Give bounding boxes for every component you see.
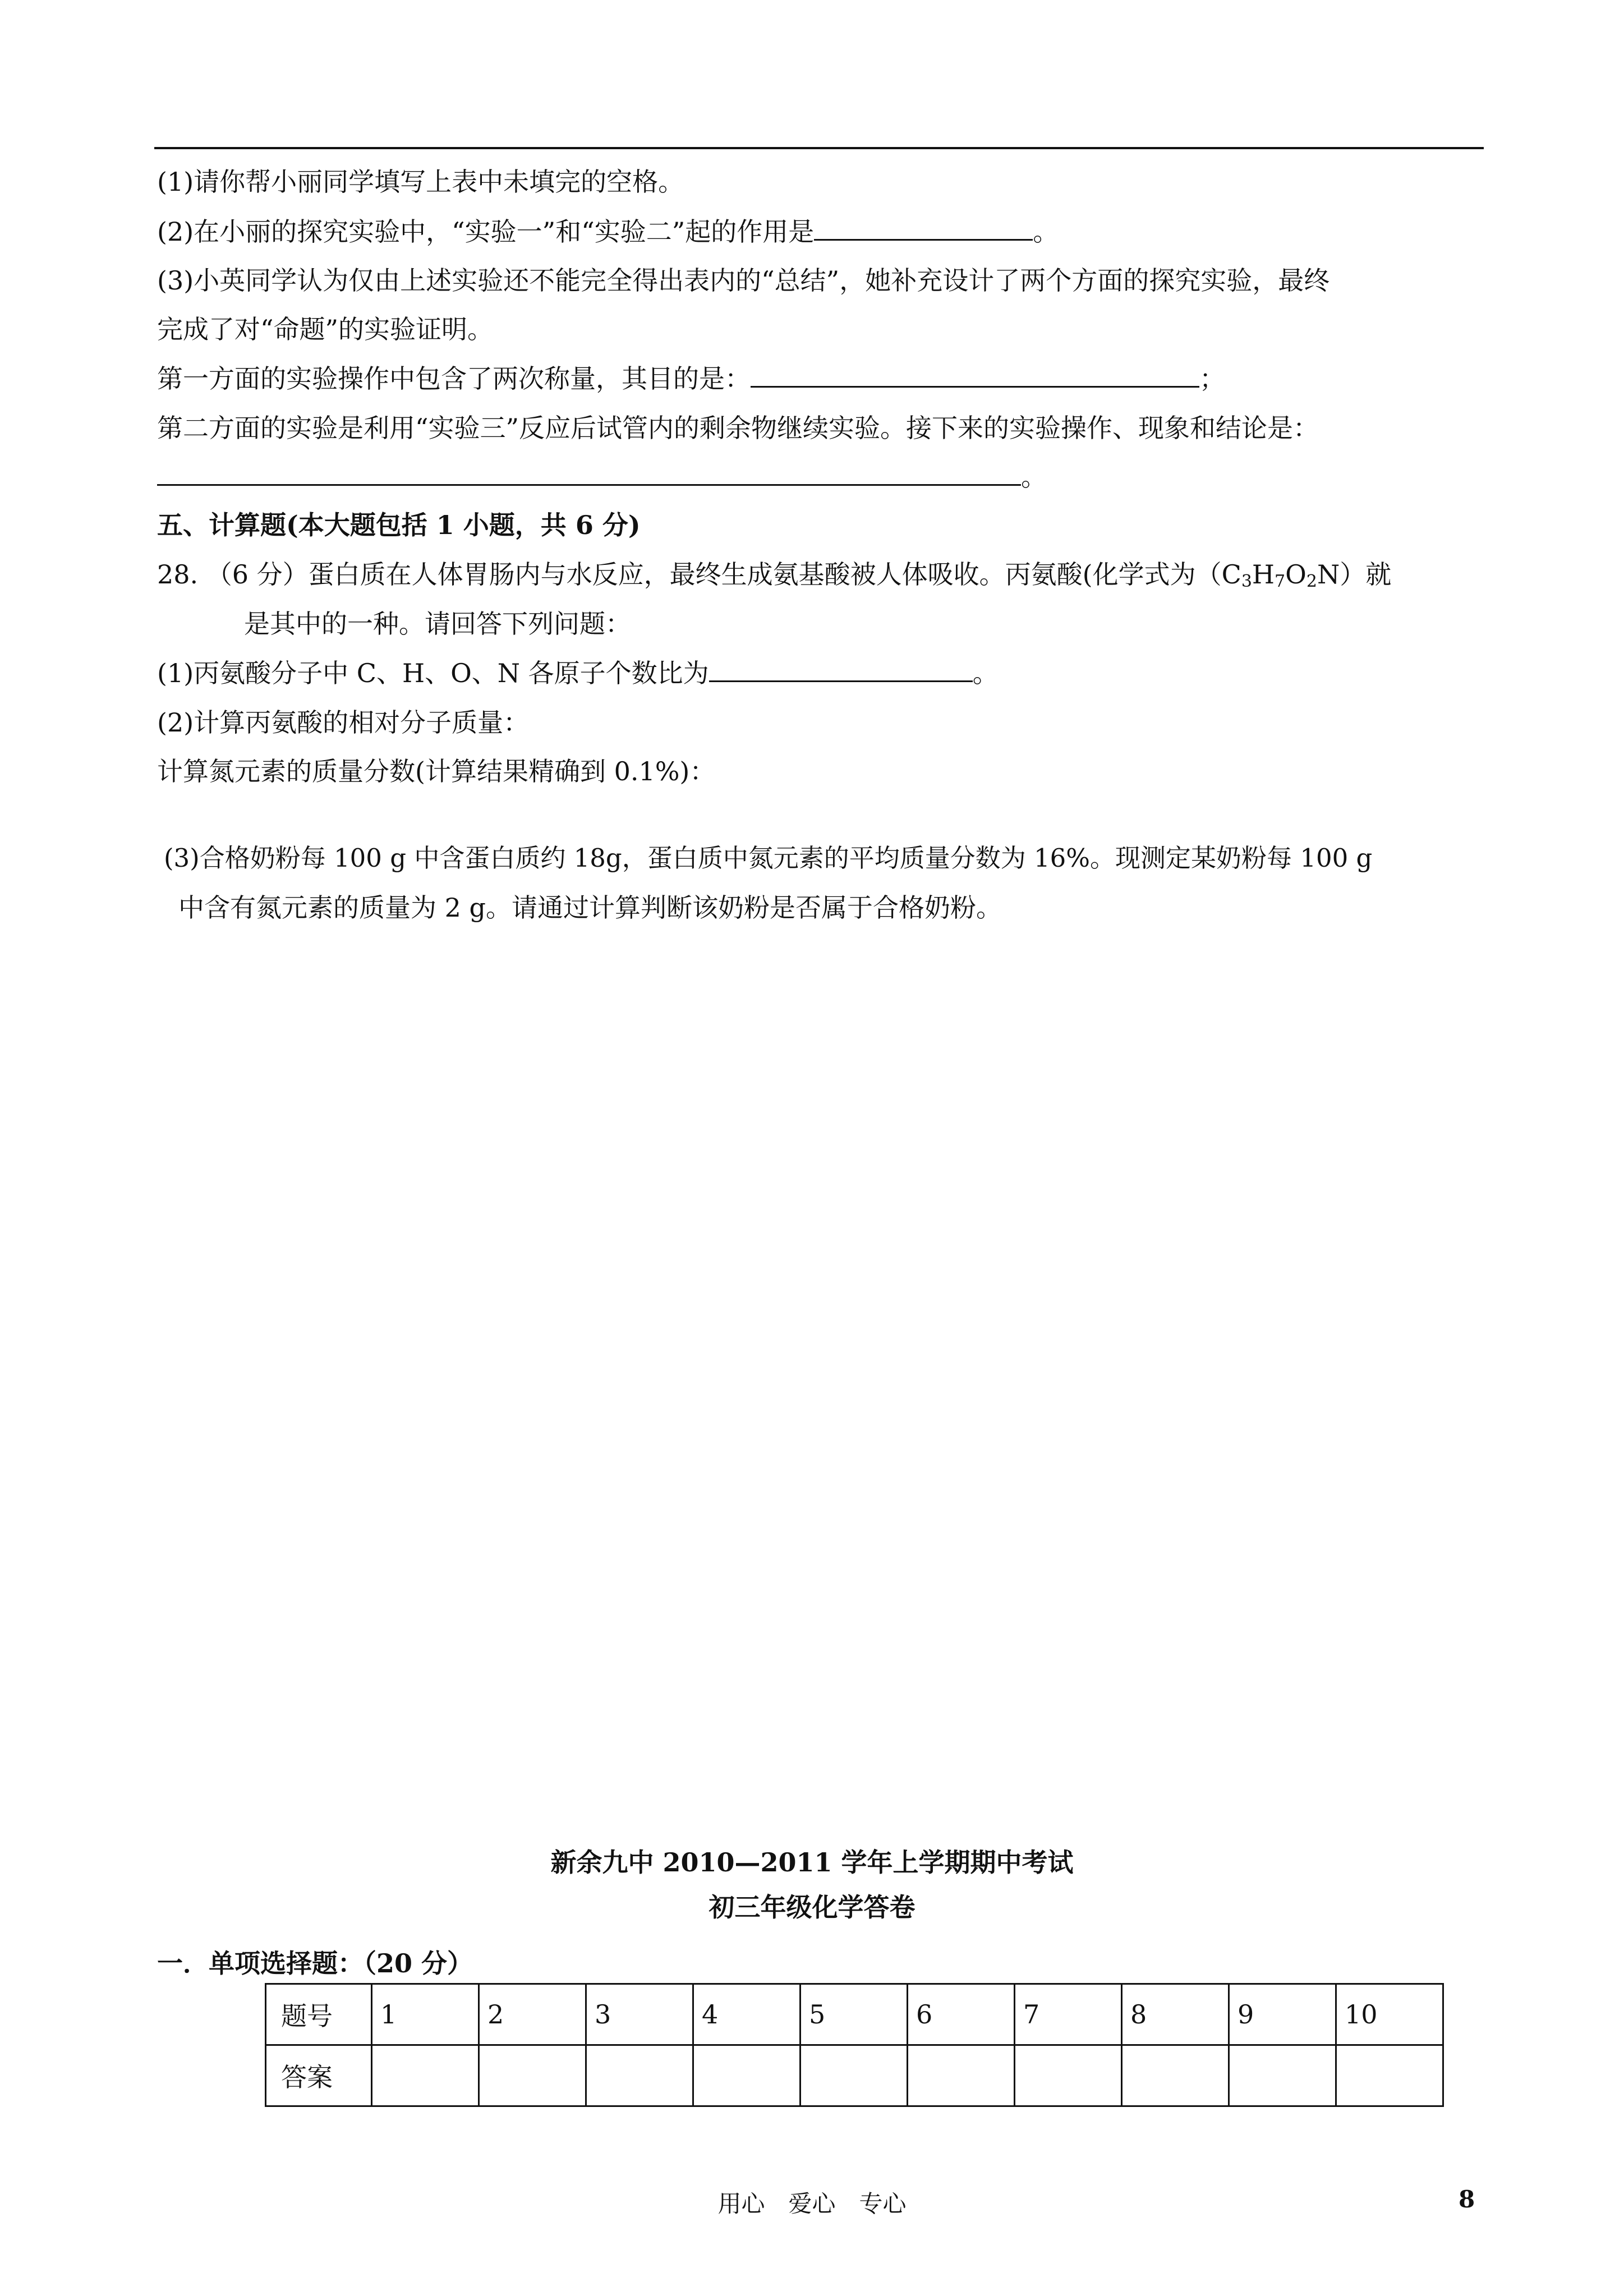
q27-part2 xyxy=(157,215,1059,249)
q28-part1-end: 。 xyxy=(972,658,999,688)
formula-n: N）就 xyxy=(1317,559,1392,590)
formula-sub-c: 3 xyxy=(1241,572,1252,591)
q28-part3-line1: (3)合格奶粉每 100 g 中含蛋白质约 18g，蛋白质中氮元素的平均质量分数为 16%。现测定某奶粉每 100 g xyxy=(164,843,1373,873)
answer-cell[interactable] xyxy=(479,2045,586,2106)
q27-aspect2: 第二方面的实验是利用“实验三”反应后试管内的剩余物继续实验。接下来的实验操作、现象和结论是： xyxy=(157,413,1319,443)
q27-aspect2-blank[interactable] xyxy=(157,462,1021,486)
footer-motto: 用心 爱心 专心 xyxy=(717,2190,907,2217)
q27-aspect1-end: ； xyxy=(1199,364,1225,394)
q28-intro-line2: 是其中的一种。请回答下列问题： xyxy=(244,609,631,639)
q28-intro-line1 xyxy=(157,558,1391,599)
question-number: 5 xyxy=(801,1984,908,2045)
section1-heading: 一．单项选择题：（20 分） xyxy=(157,1948,473,1978)
q28-part3-line2: 中含有氮元素的质量为 2 g。请通过计算判断该奶粉是否属于合格奶粉。 xyxy=(178,892,1002,923)
q27-part2-blank[interactable] xyxy=(814,217,1033,241)
q28-part1 xyxy=(157,656,999,690)
q27-aspect2-answer xyxy=(157,460,1047,494)
question-number: 1 xyxy=(372,1984,479,2045)
formula-sub-h: 7 xyxy=(1275,572,1286,591)
q27-part3-line1: (3)小英同学认为仅由上述实验还不能完全得出表内的“总结”，她补充设计了两个方面的探究实验，最终 xyxy=(157,265,1330,296)
row-header-number: 题号 xyxy=(266,1984,372,2045)
q28-part1-text: (1)丙氨酸分子中 C、H、O、N 各原子个数比为 xyxy=(157,658,709,688)
q27-part1: (1)请你帮小丽同学填写上表中未填完的空格。 xyxy=(157,167,684,197)
q27-part2-end: 。 xyxy=(1033,217,1059,247)
question-number: 6 xyxy=(908,1984,1015,2045)
answer-cell[interactable] xyxy=(1229,2045,1336,2106)
question-number: 7 xyxy=(1015,1984,1122,2045)
page-number: 8 xyxy=(1459,2185,1475,2213)
formula-sub-o: 2 xyxy=(1306,572,1317,591)
formula-h: H xyxy=(1252,559,1275,590)
q28-part1-blank[interactable] xyxy=(709,658,973,682)
q27-aspect2-end: 。 xyxy=(1021,462,1047,492)
answer-cell[interactable] xyxy=(1015,2045,1122,2106)
question-number: 4 xyxy=(693,1984,801,2045)
question-number: 10 xyxy=(1336,1984,1443,2045)
answer-cell[interactable] xyxy=(1122,2045,1229,2106)
question-number: 8 xyxy=(1122,1984,1229,2045)
section5-heading: 五、计算题(本大题包括 1 小题，共 6 分) xyxy=(157,510,641,540)
answer-cell[interactable] xyxy=(586,2045,693,2106)
answer-table xyxy=(265,1983,1444,2107)
q28-part2: (2)计算丙氨酸的相对分子质量： xyxy=(157,707,530,738)
table-row-numbers xyxy=(266,1984,1443,2045)
answer-sheet-title: 新余九中 2010—2011 学年上学期期中考试 xyxy=(550,1847,1074,1878)
question-number: 3 xyxy=(586,1984,693,2045)
answer-cell[interactable] xyxy=(693,2045,801,2106)
q27-aspect1-blank[interactable] xyxy=(751,364,1199,388)
answer-sheet-subtitle: 初三年级化学答卷 xyxy=(709,1892,915,1922)
q27-aspect1 xyxy=(157,362,1225,395)
q27-part2-text: (2)在小丽的探究实验中，“实验一”和“实验二”起的作用是 xyxy=(157,217,815,247)
answer-cell[interactable] xyxy=(908,2045,1015,2106)
q28-part2b: 计算氮元素的质量分数(计算结果精确到 0.1%)： xyxy=(157,756,716,786)
question-number: 9 xyxy=(1229,1984,1336,2045)
answer-cell[interactable] xyxy=(1336,2045,1443,2106)
formula-o: O xyxy=(1285,559,1306,590)
q28-intro-text: 28. （6 分）蛋白质在人体胃肠内与水反应，最终生成氨基酸被人体吸收。丙氨酸(化学式为（C xyxy=(157,559,1241,590)
q27-aspect1-text: 第一方面的实验操作中包含了两次称量，其目的是： xyxy=(157,364,751,394)
top-divider xyxy=(154,147,1484,149)
answer-cell[interactable] xyxy=(801,2045,908,2106)
question-number: 2 xyxy=(479,1984,586,2045)
table-row-answers xyxy=(266,2045,1443,2106)
answer-cell[interactable] xyxy=(372,2045,479,2106)
row-header-answer: 答案 xyxy=(266,2045,372,2106)
q27-part3-line2: 完成了对“命题”的实验证明。 xyxy=(157,314,494,344)
